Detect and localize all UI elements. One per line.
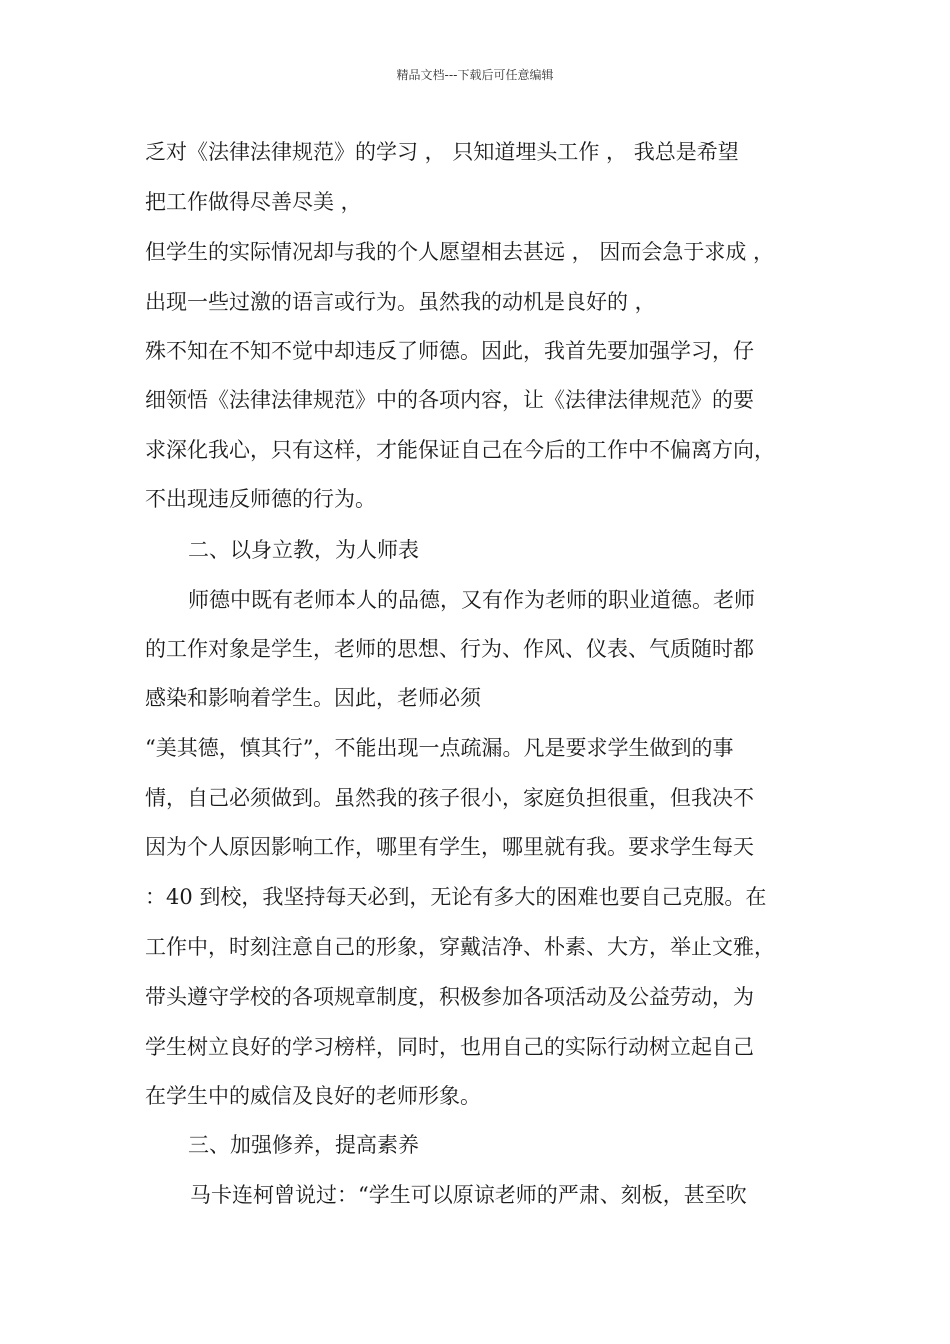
page-header: 精品文档---下载后可任意编辑 (396, 68, 554, 82)
body-line: 因为个人原因影响工作，哪里有学生，哪里就有我。要求学生每天 (145, 835, 754, 859)
body-line: 把工作做得尽善尽美 ， (145, 190, 362, 214)
section-heading: 二、以身立教，为人师表 (188, 538, 419, 562)
body-line: 的工作对象是学生，老师的思想、行为、作风、仪表、气质随时都 (145, 637, 754, 661)
body-line: 带头遵守学校的各项规章制度，积极参加各项活动及公益劳动，为 (145, 985, 754, 1009)
body-line: 感染和影响着学生。因此，老师必须 (145, 686, 481, 710)
body-line: 细领悟《法律法律规范》中的各项内容，让《法律法律规范》的要 (145, 388, 754, 412)
body-line: 学生树立良好的学习榜样，同时，也用自己的实际行动树立起自己 (145, 1035, 754, 1059)
body-line: 马卡连柯曾说过：“学生可以原谅老师的严肃、刻板，甚至吹 (190, 1183, 747, 1207)
section-heading: 三、加强修养，提高素养 (188, 1133, 419, 1157)
body-line: 师德中既有老师本人的品德，又有作为老师的职业道德。老师 (188, 588, 755, 612)
body-line: 但学生的实际情况却与我的个人愿望相去甚远 ， 因而会急于求成 ， (145, 240, 775, 264)
body-line: 在学生中的威信及良好的老师形象。 (145, 1084, 481, 1108)
body-line: 情，自己必须做到。虽然我的孩子很小，家庭负担很重，但我决不 (145, 786, 754, 810)
body-line: 出现一些过激的语言或行为。虽然我的动机是良好的 ， (145, 290, 656, 314)
body-line: “美其德，慎其行”，不能出现一点疏漏。凡是要求学生做到的事 (145, 736, 734, 760)
body-line: 殊不知在不知不觉中却违反了师德。因此，我首先要加强学习，仔 (145, 339, 754, 363)
body-line: ：40 到校，我坚持每天必到，无论有多大的困难也要自己克服。在 (145, 885, 767, 909)
body-line: 不出现违反师德的行为。 (145, 487, 376, 511)
body-line: 工作中，时刻注意自己的形象，穿戴洁净、朴素、大方，举止文雅， (145, 935, 775, 959)
body-line: 求深化我心，只有这样，才能保证自己在今后的工作中不偏离方向， (145, 438, 775, 462)
body-line: 乏对《法律法律规范》的学习 ， 只知道埋头工作 ， 我总是希望 (145, 140, 739, 164)
